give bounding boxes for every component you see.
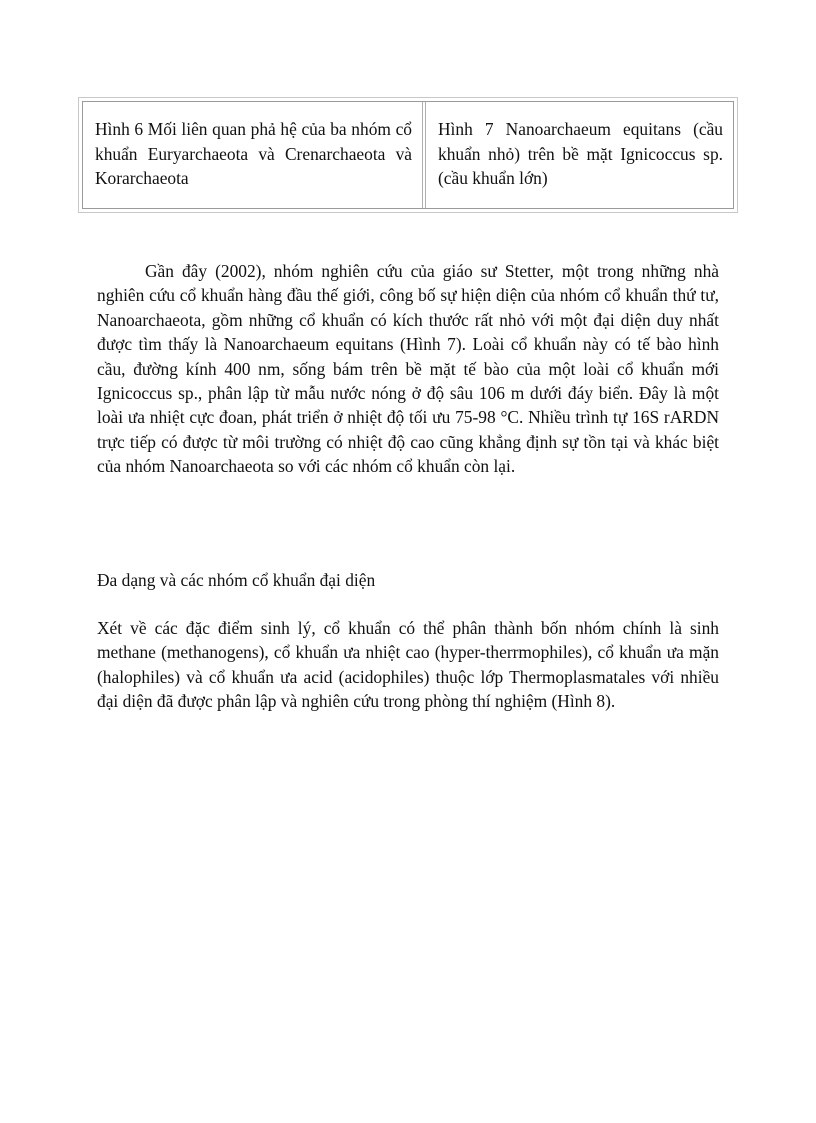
section-heading: Đa dạng và các nhóm cổ khuẩn đại diện <box>97 570 376 590</box>
figure-6-caption: Hình 6 Mối liên quan phả hệ của ba nhóm cổ khuẩn Euryarchaeota và Crenarchaeota và Korarchaeota <box>83 102 426 208</box>
nanoarchaeota-paragraph: Gần đây (2002), nhóm nghiên cứu của giáo sư Stetter, một trong những nhà nghiên cứu cổ khuẩn hàng đầu thế giới, công bố sự hiện diện của nhóm cổ khuẩn thứ tư, Nanoarchaeota, gồm những cổ khuẩn có kích thước rất nhỏ với một đại diện duy nhất được tìm thấy là Nanoarchaeum equitans (Hình 7). Loài cổ khuẩn này có tế bào hình cầu, đường kính 400 nm, sống bám trên bề mặt tế bào của một loài cổ khuẩn mới Ignicoccus sp., phân lập từ mẫu nước nóng ở độ sâu 106 m dưới đáy biển. Đây là một loài ưa nhiệt cực đoan, phát triển ở nhiệt độ tối ưu 75-98 °C. Nhiều trình tự 16S rARDN trực tiếp có được từ môi trường có nhiệt độ cao cũng khẳng định sự tồn tại và khác biệt của nhóm Nanoarchaeota so với các nhóm cổ khuẩn còn lại. <box>97 261 719 477</box>
figure-7-caption: Hình 7 Nanoarchaeum equitans (cầu khuẩn nhỏ) trên bề mặt Ignicoccus sp. (cầu khuẩn lớn) <box>438 119 723 188</box>
archaea-groups-paragraph: Xét về các đặc điểm sinh lý, cổ khuẩn có thể phân thành bốn nhóm chính là sinh methane (methanogens), cổ khuẩn ưa nhiệt cao (hyper-therrmophiles), cổ khuẩn ưa mặn (halophiles) và cổ khuẩn ưa acid (acidophiles) thuộc lớp Thermoplasmatales với nhiều đại diện đã được phân lập và nghiên cứu trong phòng thí nghiệm (Hình 8). <box>97 618 719 712</box>
figure-caption-table <box>82 101 734 209</box>
